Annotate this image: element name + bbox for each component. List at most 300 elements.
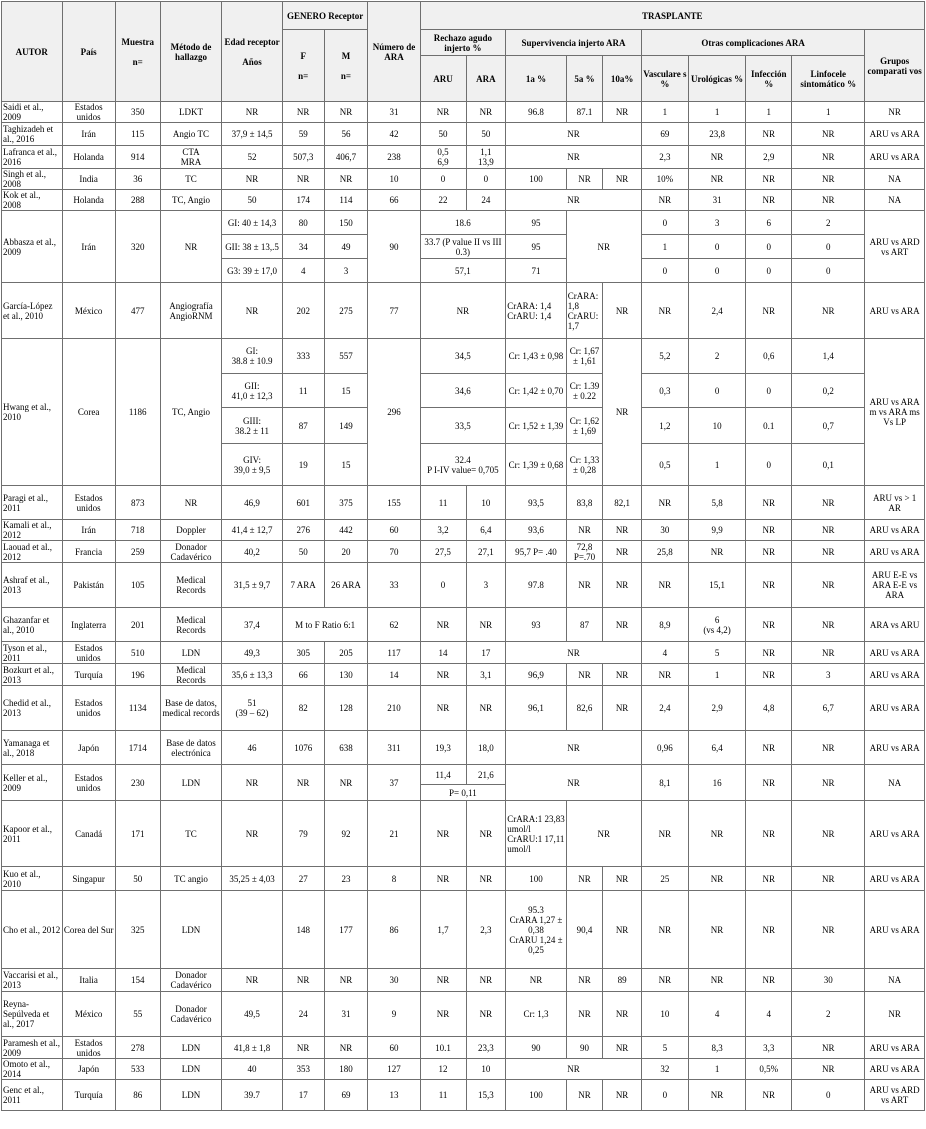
cell-m: 177 bbox=[324, 891, 368, 969]
cell-m: 406,7 bbox=[324, 146, 368, 169]
cell-aru: 50 bbox=[420, 123, 466, 146]
cell-autor: Yamanaga et al., 2018 bbox=[2, 731, 63, 765]
cell-numero-ara: 117 bbox=[368, 642, 420, 664]
cell-muestra: 154 bbox=[115, 969, 160, 992]
cell-grupos: NA bbox=[865, 190, 925, 211]
cell-numero-ara: 31 bbox=[368, 102, 420, 123]
cell-grupos: ARU vs ARA bbox=[865, 1059, 925, 1080]
cell-s10: NR bbox=[603, 563, 642, 608]
cell-grupos: ARU vs ARA m vs ARA ms Vs LP bbox=[865, 339, 925, 486]
cell-uro: 10 bbox=[688, 408, 745, 444]
cell-edad: 37,9 ± 14,5 bbox=[222, 123, 283, 146]
cell-inf: NR bbox=[746, 642, 792, 664]
table-row bbox=[2, 642, 925, 664]
cell-grupos: ARU vs ARD vs ART bbox=[865, 1080, 925, 1111]
cell-vasc: 0,5 bbox=[641, 444, 688, 486]
cell-uro: 8,3 bbox=[688, 1037, 745, 1059]
cell-aru: NR bbox=[420, 608, 466, 642]
cell-grupos: ARU vs ARA bbox=[865, 891, 925, 969]
cell-s1: Cr: 1,43 ± 0,98 bbox=[506, 339, 567, 374]
cell-m: 638 bbox=[324, 731, 368, 765]
cell-aru: 11 bbox=[420, 1080, 466, 1111]
cell-aru: 0,5 6,9 bbox=[420, 146, 466, 169]
cell-s5: NR bbox=[566, 664, 603, 686]
cell-s1: 97.8 bbox=[506, 563, 567, 608]
cell-f: 19 bbox=[282, 444, 324, 486]
cell-m: 149 bbox=[324, 408, 368, 444]
cell-pais: Francia bbox=[62, 541, 115, 563]
cell-aru: NR bbox=[420, 664, 466, 686]
col-aru: ARU bbox=[420, 56, 466, 102]
cell-grupos: ARU vs ARA bbox=[865, 664, 925, 686]
cell-pais: Irán bbox=[62, 520, 115, 541]
cell-f: 80 bbox=[282, 211, 324, 235]
cell-uro: NR bbox=[688, 867, 745, 891]
cell-ara: NR bbox=[466, 102, 506, 123]
cell-m: 15 bbox=[324, 444, 368, 486]
cell-aru: 11 bbox=[420, 486, 466, 520]
cell-edad: 50 bbox=[222, 190, 283, 211]
cell-metodo: CTA MRA bbox=[160, 146, 222, 169]
cell-pais: Estados unidos bbox=[62, 486, 115, 520]
cell-vasc: 25 bbox=[641, 867, 688, 891]
cell-metodo: NR bbox=[160, 211, 222, 283]
cell-ara: 24 bbox=[466, 190, 506, 211]
table-row bbox=[2, 169, 925, 190]
cell-ara: NR bbox=[466, 801, 506, 867]
cell-inf: NR bbox=[746, 169, 792, 190]
cell-s10: NR bbox=[603, 664, 642, 686]
table-row bbox=[2, 969, 925, 992]
cell-edad: NR bbox=[222, 283, 283, 339]
cell-ara: 1,1 13,9 bbox=[466, 146, 506, 169]
cell-s1: 93,5 bbox=[506, 486, 567, 520]
cell-vasc: NR bbox=[641, 801, 688, 867]
table-row bbox=[2, 1080, 925, 1111]
cell-grupos: NR bbox=[865, 992, 925, 1037]
cell-muestra: 55 bbox=[115, 992, 160, 1037]
cell-s10: NR bbox=[603, 339, 642, 486]
cell-m: 49 bbox=[324, 235, 368, 259]
cell-uro: 9,9 bbox=[688, 520, 745, 541]
cell-linf: 1 bbox=[792, 102, 865, 123]
cell-inf: 3,3 bbox=[746, 1037, 792, 1059]
cell-f: 59 bbox=[282, 123, 324, 146]
cell-autor: Kapoor et al., 2011 bbox=[2, 801, 63, 867]
cell-linf: 0 bbox=[792, 235, 865, 259]
cell-f: NR bbox=[282, 765, 324, 801]
cell-autor: Hwang et al., 2010 bbox=[2, 339, 63, 486]
cell-pais: Italia bbox=[62, 969, 115, 992]
cell-vasc: 10 bbox=[641, 992, 688, 1037]
cell-m: 26 ARA bbox=[324, 563, 368, 608]
cell-muestra: 259 bbox=[115, 541, 160, 563]
cell-metodo: LDN bbox=[160, 891, 222, 969]
table-row bbox=[2, 867, 925, 891]
cell-f: 50 bbox=[282, 541, 324, 563]
cell-s1: 96,9 bbox=[506, 664, 567, 686]
cell-muestra: 320 bbox=[115, 211, 160, 283]
cell-grupos: ARU vs ARA bbox=[865, 146, 925, 169]
cell-s5: NR bbox=[566, 969, 603, 992]
cell-linf: 0 bbox=[792, 1080, 865, 1111]
cell-pais: Irán bbox=[62, 211, 115, 283]
cell-f: 4 bbox=[282, 259, 324, 283]
cell-metodo: Angio TC bbox=[160, 123, 222, 146]
cell-uro: 6,4 bbox=[688, 731, 745, 765]
cell-vasc: 8,9 bbox=[641, 608, 688, 642]
cell-inf: NR bbox=[746, 190, 792, 211]
cell-pais: México bbox=[62, 992, 115, 1037]
cell-f: 305 bbox=[282, 642, 324, 664]
cell-s1: CrARA:1 23,83 umol/l CrARU:1 17,11 umol/l bbox=[506, 801, 567, 867]
cell-s5: NR bbox=[566, 867, 603, 891]
cell-numero-ara: 10 bbox=[368, 169, 420, 190]
cell-uro: 6 (vs 4,2) bbox=[688, 608, 745, 642]
cell-linf: NR bbox=[792, 146, 865, 169]
cell-muestra: 477 bbox=[115, 283, 160, 339]
cell-s5: NR bbox=[566, 1080, 603, 1111]
cell-autor: Paramesh et al., 2009 bbox=[2, 1037, 63, 1059]
cell-pais: México bbox=[62, 283, 115, 339]
cell-vasc: 10% bbox=[641, 169, 688, 190]
cell-rechazo: 33,5 bbox=[420, 408, 506, 444]
cell-uro: 31 bbox=[688, 190, 745, 211]
cell-uro: NR bbox=[688, 1080, 745, 1111]
cell-pais: Estados unidos bbox=[62, 1037, 115, 1059]
cell-vasc: 1 bbox=[641, 102, 688, 123]
studies-table bbox=[1, 1, 925, 1111]
cell-rechazo: NR bbox=[420, 283, 506, 339]
cell-inf: NR bbox=[746, 563, 792, 608]
cell-supervivencia: NR bbox=[506, 146, 642, 169]
cell-inf: 4 bbox=[746, 992, 792, 1037]
cell-pais: Pakistán bbox=[62, 563, 115, 608]
cell-pais: Inglaterra bbox=[62, 608, 115, 642]
table-row bbox=[2, 339, 925, 374]
cell-s10: NR bbox=[603, 891, 642, 969]
cell-m: 92 bbox=[324, 801, 368, 867]
cell-s10: NR bbox=[603, 1037, 642, 1059]
cell-numero-ara: 155 bbox=[368, 486, 420, 520]
cell-m: 128 bbox=[324, 686, 368, 731]
cell-s5: Cr: 1,33 ± 0,28 bbox=[566, 444, 603, 486]
cell-uro: NR bbox=[688, 891, 745, 969]
cell-s5: CrARA: 1,8 CrARU: 1,7 bbox=[566, 283, 603, 339]
cell-metodo: LDN bbox=[160, 1080, 222, 1111]
cell-numero-ara: 296 bbox=[368, 339, 420, 486]
cell-uro: NR bbox=[688, 541, 745, 563]
cell-linf: NR bbox=[792, 520, 865, 541]
cell-f: 27 bbox=[282, 867, 324, 891]
cell-s5: 87.1 bbox=[566, 102, 603, 123]
cell-grupos: NA bbox=[865, 765, 925, 801]
cell-uro: 1 bbox=[688, 444, 745, 486]
cell-edad: NR bbox=[222, 969, 283, 992]
cell-s5: 83,8 bbox=[566, 486, 603, 520]
cell-aru: 14 bbox=[420, 642, 466, 664]
cell-metodo: NR bbox=[160, 486, 222, 520]
cell-vasc: 2,3 bbox=[641, 146, 688, 169]
cell-s1: NR bbox=[506, 969, 567, 992]
table-row bbox=[2, 123, 925, 146]
cell-inf: NR bbox=[746, 608, 792, 642]
cell-numero-ara: 66 bbox=[368, 190, 420, 211]
cell-m: 23 bbox=[324, 867, 368, 891]
cell-linf: 0 bbox=[792, 259, 865, 283]
cell-ara: 0 bbox=[466, 169, 506, 190]
cell-s10: NR bbox=[603, 992, 642, 1037]
cell-metodo: TC angio bbox=[160, 867, 222, 891]
cell-supervivencia: NR bbox=[506, 642, 642, 664]
cell-inf: NR bbox=[746, 541, 792, 563]
cell-s10: NR bbox=[603, 102, 642, 123]
cell-vasc: 0 bbox=[641, 1080, 688, 1111]
cell-linf: NR bbox=[792, 123, 865, 146]
cell-uro: 5 bbox=[688, 642, 745, 664]
cell-f: 276 bbox=[282, 520, 324, 541]
cell-autor: Keller et al., 2009 bbox=[2, 765, 63, 801]
cell-numero-ara: 62 bbox=[368, 608, 420, 642]
cell-m: 69 bbox=[324, 1080, 368, 1111]
cell-inf: 0,6 bbox=[746, 339, 792, 374]
cell-autor: Saidi et al., 2009 bbox=[2, 102, 63, 123]
cell-edad: 46 bbox=[222, 731, 283, 765]
cell-inf: 0.1 bbox=[746, 408, 792, 444]
cell-aru: 1,7 bbox=[420, 891, 466, 969]
cell-vasc: 0 bbox=[641, 211, 688, 235]
cell-ara: 10 bbox=[466, 1059, 506, 1080]
cell-linf: NR bbox=[792, 801, 865, 867]
cell-uro: 1 bbox=[688, 102, 745, 123]
cell-vasc: 25,8 bbox=[641, 541, 688, 563]
cell-linf: NR bbox=[792, 486, 865, 520]
cell-metodo: Medical Records bbox=[160, 608, 222, 642]
cell-edad: 31,5 ± 9,7 bbox=[222, 563, 283, 608]
cell-pais: Holanda bbox=[62, 146, 115, 169]
cell-f: 174 bbox=[282, 190, 324, 211]
cell-s1: 93 bbox=[506, 608, 567, 642]
cell-edad: NR bbox=[222, 765, 283, 801]
cell-edad: 35,25 ± 4,03 bbox=[222, 867, 283, 891]
cell-autor: Reyna-Sepúlveda et al., 2017 bbox=[2, 992, 63, 1037]
cell-s1: 96,1 bbox=[506, 686, 567, 731]
cell-s10: NR bbox=[603, 686, 642, 731]
cell-rechazo: 34,5 bbox=[420, 339, 506, 374]
cell-ara: 3,1 bbox=[466, 664, 506, 686]
cell-supervivencia: NR bbox=[506, 765, 642, 801]
cell-edad: GII: 41,0 ± 12,3 bbox=[222, 374, 283, 408]
cell-rechazo: 57,1 bbox=[420, 259, 506, 283]
cell-s10: NR bbox=[603, 608, 642, 642]
cell-inf: 4,8 bbox=[746, 686, 792, 731]
cell-linf: 6,7 bbox=[792, 686, 865, 731]
col-uro: Urológicas % bbox=[688, 56, 745, 102]
col-m: M n= bbox=[324, 30, 368, 102]
cell-ara: 10 bbox=[466, 486, 506, 520]
cell-s1: 96.8 bbox=[506, 102, 567, 123]
cell-m: NR bbox=[324, 765, 368, 801]
col-s1: 1a % bbox=[506, 56, 567, 102]
cell-muestra: 1134 bbox=[115, 686, 160, 731]
cell-inf: NR bbox=[746, 123, 792, 146]
table-row bbox=[2, 891, 925, 969]
cell-uro: 1 bbox=[688, 1059, 745, 1080]
cell-uro: 4 bbox=[688, 992, 745, 1037]
cell-vasc: 69 bbox=[641, 123, 688, 146]
cell-m: 3 bbox=[324, 259, 368, 283]
cell-pais: Corea del Sur bbox=[62, 891, 115, 969]
cell-m: 150 bbox=[324, 211, 368, 235]
cell-autor: Chedid et al., 2013 bbox=[2, 686, 63, 731]
cell-pais: Canadá bbox=[62, 801, 115, 867]
cell-metodo: LDN bbox=[160, 765, 222, 801]
col-autor: AUTOR bbox=[2, 2, 63, 102]
col-pais: País bbox=[62, 2, 115, 102]
cell-metodo: LDKT bbox=[160, 102, 222, 123]
table-row bbox=[2, 686, 925, 731]
cell-numero-ara: 60 bbox=[368, 1037, 420, 1059]
col-metodo: Método de hallazgo bbox=[160, 2, 222, 102]
cell-m: 31 bbox=[324, 992, 368, 1037]
cell-uro: NR bbox=[688, 801, 745, 867]
col-s10: 10a% bbox=[603, 56, 642, 102]
cell-metodo: TC, Angio bbox=[160, 190, 222, 211]
cell-m: 180 bbox=[324, 1059, 368, 1080]
table-row bbox=[2, 1059, 925, 1080]
cell-muestra: 171 bbox=[115, 801, 160, 867]
cell-rechazo: 18.6 bbox=[420, 211, 506, 235]
cell-numero-ara: 21 bbox=[368, 801, 420, 867]
col-supervivencia: Supervivencia injerto ARA bbox=[506, 30, 642, 56]
cell-inf: 2,9 bbox=[746, 146, 792, 169]
cell-numero-ara: 14 bbox=[368, 664, 420, 686]
cell-pais: Estados unidos bbox=[62, 642, 115, 664]
cell-m: 114 bbox=[324, 190, 368, 211]
cell-inf: NR bbox=[746, 801, 792, 867]
cell-autor: Kuo et al., 2010 bbox=[2, 867, 63, 891]
cell-grupos: ARA vs ARU bbox=[865, 608, 925, 642]
cell-linf: NR bbox=[792, 563, 865, 608]
cell-edad: GI: 40 ± 14,3 bbox=[222, 211, 283, 235]
cell-muestra: 325 bbox=[115, 891, 160, 969]
cell-muestra: 288 bbox=[115, 190, 160, 211]
cell-numero-ara: 13 bbox=[368, 1080, 420, 1111]
cell-uro: 0 bbox=[688, 235, 745, 259]
cell-muestra: 50 bbox=[115, 867, 160, 891]
cell-s1: 100 bbox=[506, 169, 567, 190]
col-ara: ARA bbox=[466, 56, 506, 102]
cell-autor: Genc et al., 2011 bbox=[2, 1080, 63, 1111]
cell-linf: 0,2 bbox=[792, 374, 865, 408]
cell-linf: NR bbox=[792, 765, 865, 801]
cell-metodo: Angiografía AngioRNM bbox=[160, 283, 222, 339]
cell-uro: 5,8 bbox=[688, 486, 745, 520]
cell-numero-ara: 37 bbox=[368, 765, 420, 801]
cell-muestra: 230 bbox=[115, 765, 160, 801]
cell-autor: Taghizadeh et al., 2016 bbox=[2, 123, 63, 146]
cell-aru: 27,5 bbox=[420, 541, 466, 563]
table-row bbox=[2, 102, 925, 123]
table-row bbox=[2, 520, 925, 541]
cell-edad: 35,6 ± 13,3 bbox=[222, 664, 283, 686]
cell-muestra: 105 bbox=[115, 563, 160, 608]
cell-edad: GIII: 38.2 ± 11 bbox=[222, 408, 283, 444]
cell-muestra: 350 bbox=[115, 102, 160, 123]
cell-s5: Cr: 1.39 ± 0.22 bbox=[566, 374, 603, 408]
cell-vasc: 0,3 bbox=[641, 374, 688, 408]
cell-edad: NR bbox=[222, 801, 283, 867]
cell-linf: NR bbox=[792, 169, 865, 190]
cell-vasc: 32 bbox=[641, 1059, 688, 1080]
cell-s10: 82,1 bbox=[603, 486, 642, 520]
cell-linf: 2 bbox=[792, 992, 865, 1037]
table-row bbox=[2, 541, 925, 563]
cell-f: 507,3 bbox=[282, 146, 324, 169]
cell-numero-ara: 90 bbox=[368, 211, 420, 283]
cell-grupos: ARU vs > 1 AR bbox=[865, 486, 925, 520]
cell-inf: 0,5% bbox=[746, 1059, 792, 1080]
table-row bbox=[2, 801, 925, 867]
cell-inf: NR bbox=[746, 765, 792, 801]
cell-autor: Singh et al., 2008 bbox=[2, 169, 63, 190]
cell-numero-ara: 70 bbox=[368, 541, 420, 563]
cell-s10: NR bbox=[603, 1080, 642, 1111]
cell-m: 205 bbox=[324, 642, 368, 664]
cell-s1: 95 bbox=[506, 235, 567, 259]
cell-m: 130 bbox=[324, 664, 368, 686]
cell-s10: NR bbox=[603, 283, 642, 339]
cell-linf: 0,7 bbox=[792, 408, 865, 444]
cell-autor: Bozkurt et al., 2013 bbox=[2, 664, 63, 686]
table-row bbox=[2, 486, 925, 520]
cell-vasc: 2,4 bbox=[641, 686, 688, 731]
cell-edad: GI: 38.8 ± 10.9 bbox=[222, 339, 283, 374]
cell-ara: NR bbox=[466, 969, 506, 992]
cell-metodo: Donador Cadavérico bbox=[160, 992, 222, 1037]
cell-muestra: 278 bbox=[115, 1037, 160, 1059]
cell-muestra: 201 bbox=[115, 608, 160, 642]
cell-aru: NR bbox=[420, 801, 466, 867]
cell-vasc: 8,1 bbox=[641, 765, 688, 801]
cell-s5: NR bbox=[566, 520, 603, 541]
cell-pais: Singapur bbox=[62, 867, 115, 891]
cell-s5: 87 bbox=[566, 608, 603, 642]
cell-f: 34 bbox=[282, 235, 324, 259]
cell-metodo: LDN bbox=[160, 1059, 222, 1080]
cell-numero-ara: 42 bbox=[368, 123, 420, 146]
cell-rechazo: 33.7 (P value II vs III 0.3) bbox=[420, 235, 506, 259]
cell-uro: NR bbox=[688, 169, 745, 190]
cell-f: 353 bbox=[282, 1059, 324, 1080]
cell-vasc: 0,96 bbox=[641, 731, 688, 765]
cell-linf: 30 bbox=[792, 969, 865, 992]
cell-supervivencia: NR bbox=[506, 123, 642, 146]
cell-metodo: Doppler bbox=[160, 520, 222, 541]
cell-s5: NR bbox=[566, 801, 641, 867]
cell-ara: NR bbox=[466, 867, 506, 891]
table-row bbox=[2, 190, 925, 211]
cell-vasc: NR bbox=[641, 891, 688, 969]
cell-m: NR bbox=[324, 169, 368, 190]
cell-metodo: TC bbox=[160, 801, 222, 867]
col-s5: 5a % bbox=[566, 56, 603, 102]
cell-muestra: 533 bbox=[115, 1059, 160, 1080]
cell-uro: 23,8 bbox=[688, 123, 745, 146]
cell-m: 56 bbox=[324, 123, 368, 146]
cell-m: NR bbox=[324, 969, 368, 992]
table-row bbox=[2, 146, 925, 169]
